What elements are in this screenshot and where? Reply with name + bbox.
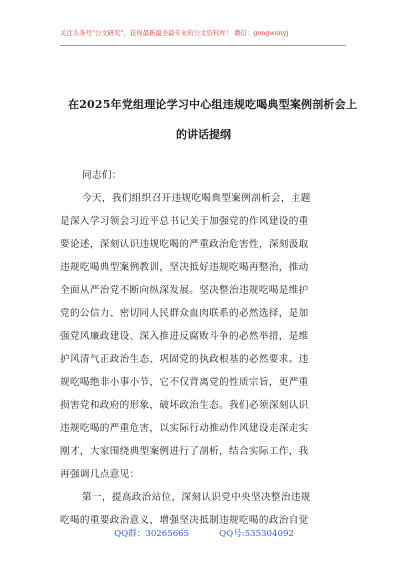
paragraph-line: 要论述，深刻认识违规吃喝的严重政治危害性，深刻汲取	[60, 239, 309, 250]
document-body	[60, 164, 360, 532]
paragraph-line: 损害党和政府的形象，破坏政治生态。我们必须深刻认识	[60, 400, 309, 411]
paragraph-line: 再强调几点意见：	[60, 469, 140, 480]
paragraph-line: 刚才，大家围绕典型案例进行了剖析，结合实际工作，我	[60, 446, 309, 457]
paragraph-line: 护风清气正政治生态、巩固党的执政根基的必然要求。违	[60, 354, 309, 365]
footer-qq-group: QQ群：30265665	[114, 529, 190, 539]
paragraph-line: 规吃喝绝非小事小节，它不仅背离党的性质宗旨，更严重	[60, 377, 309, 388]
paragraph-line: 全面从严治党不断向纵深发展。坚决整治违规吃喝是维护	[60, 285, 309, 296]
header-divider	[60, 45, 346, 46]
paragraph-line: 党的公信力、密切同人民群众血肉联系的必然选择，是加	[60, 308, 309, 319]
document-subtitle: 的讲话提纲	[176, 128, 231, 141]
paragraph-line: 强党风廉政建设、深入推进反腐败斗争的必然举措，是维	[60, 331, 309, 342]
footer-qq-number: QQ号:535304092	[219, 529, 294, 539]
paragraph-line: 违规吃喝的严重危害，以实际行动推动作风建设走深走实	[60, 423, 309, 434]
paragraph-line: 第一，提高政治站位，深刻认识党中央坚决整治违规	[82, 492, 311, 503]
footer-contact	[0, 527, 408, 539]
paragraph-line: 吃喝的重要政治意义，增强坚决抵制违规吃喝的政治自觉	[60, 515, 309, 526]
document-title: 在2025年党组理论学习中心组违规吃喝典型案例剖析会上	[68, 98, 358, 111]
paragraph-line: 违规吃喝典型案例教训，坚决抵好违规吃喝再整治，推动	[60, 262, 309, 273]
header-banner: 关注头条号"公文研究"，获得最新最全最专业的公文资料库！ 微信：gongwenyj	[60, 29, 289, 37]
salutation: 同志们：	[82, 170, 122, 181]
paragraph-line: 今天，我们组织召开违规吃喝典型案例剖析会，主题	[82, 193, 311, 204]
paragraph-line: 是深入学习领会习近平总书记关于加强党的作风建设的重	[60, 216, 309, 227]
